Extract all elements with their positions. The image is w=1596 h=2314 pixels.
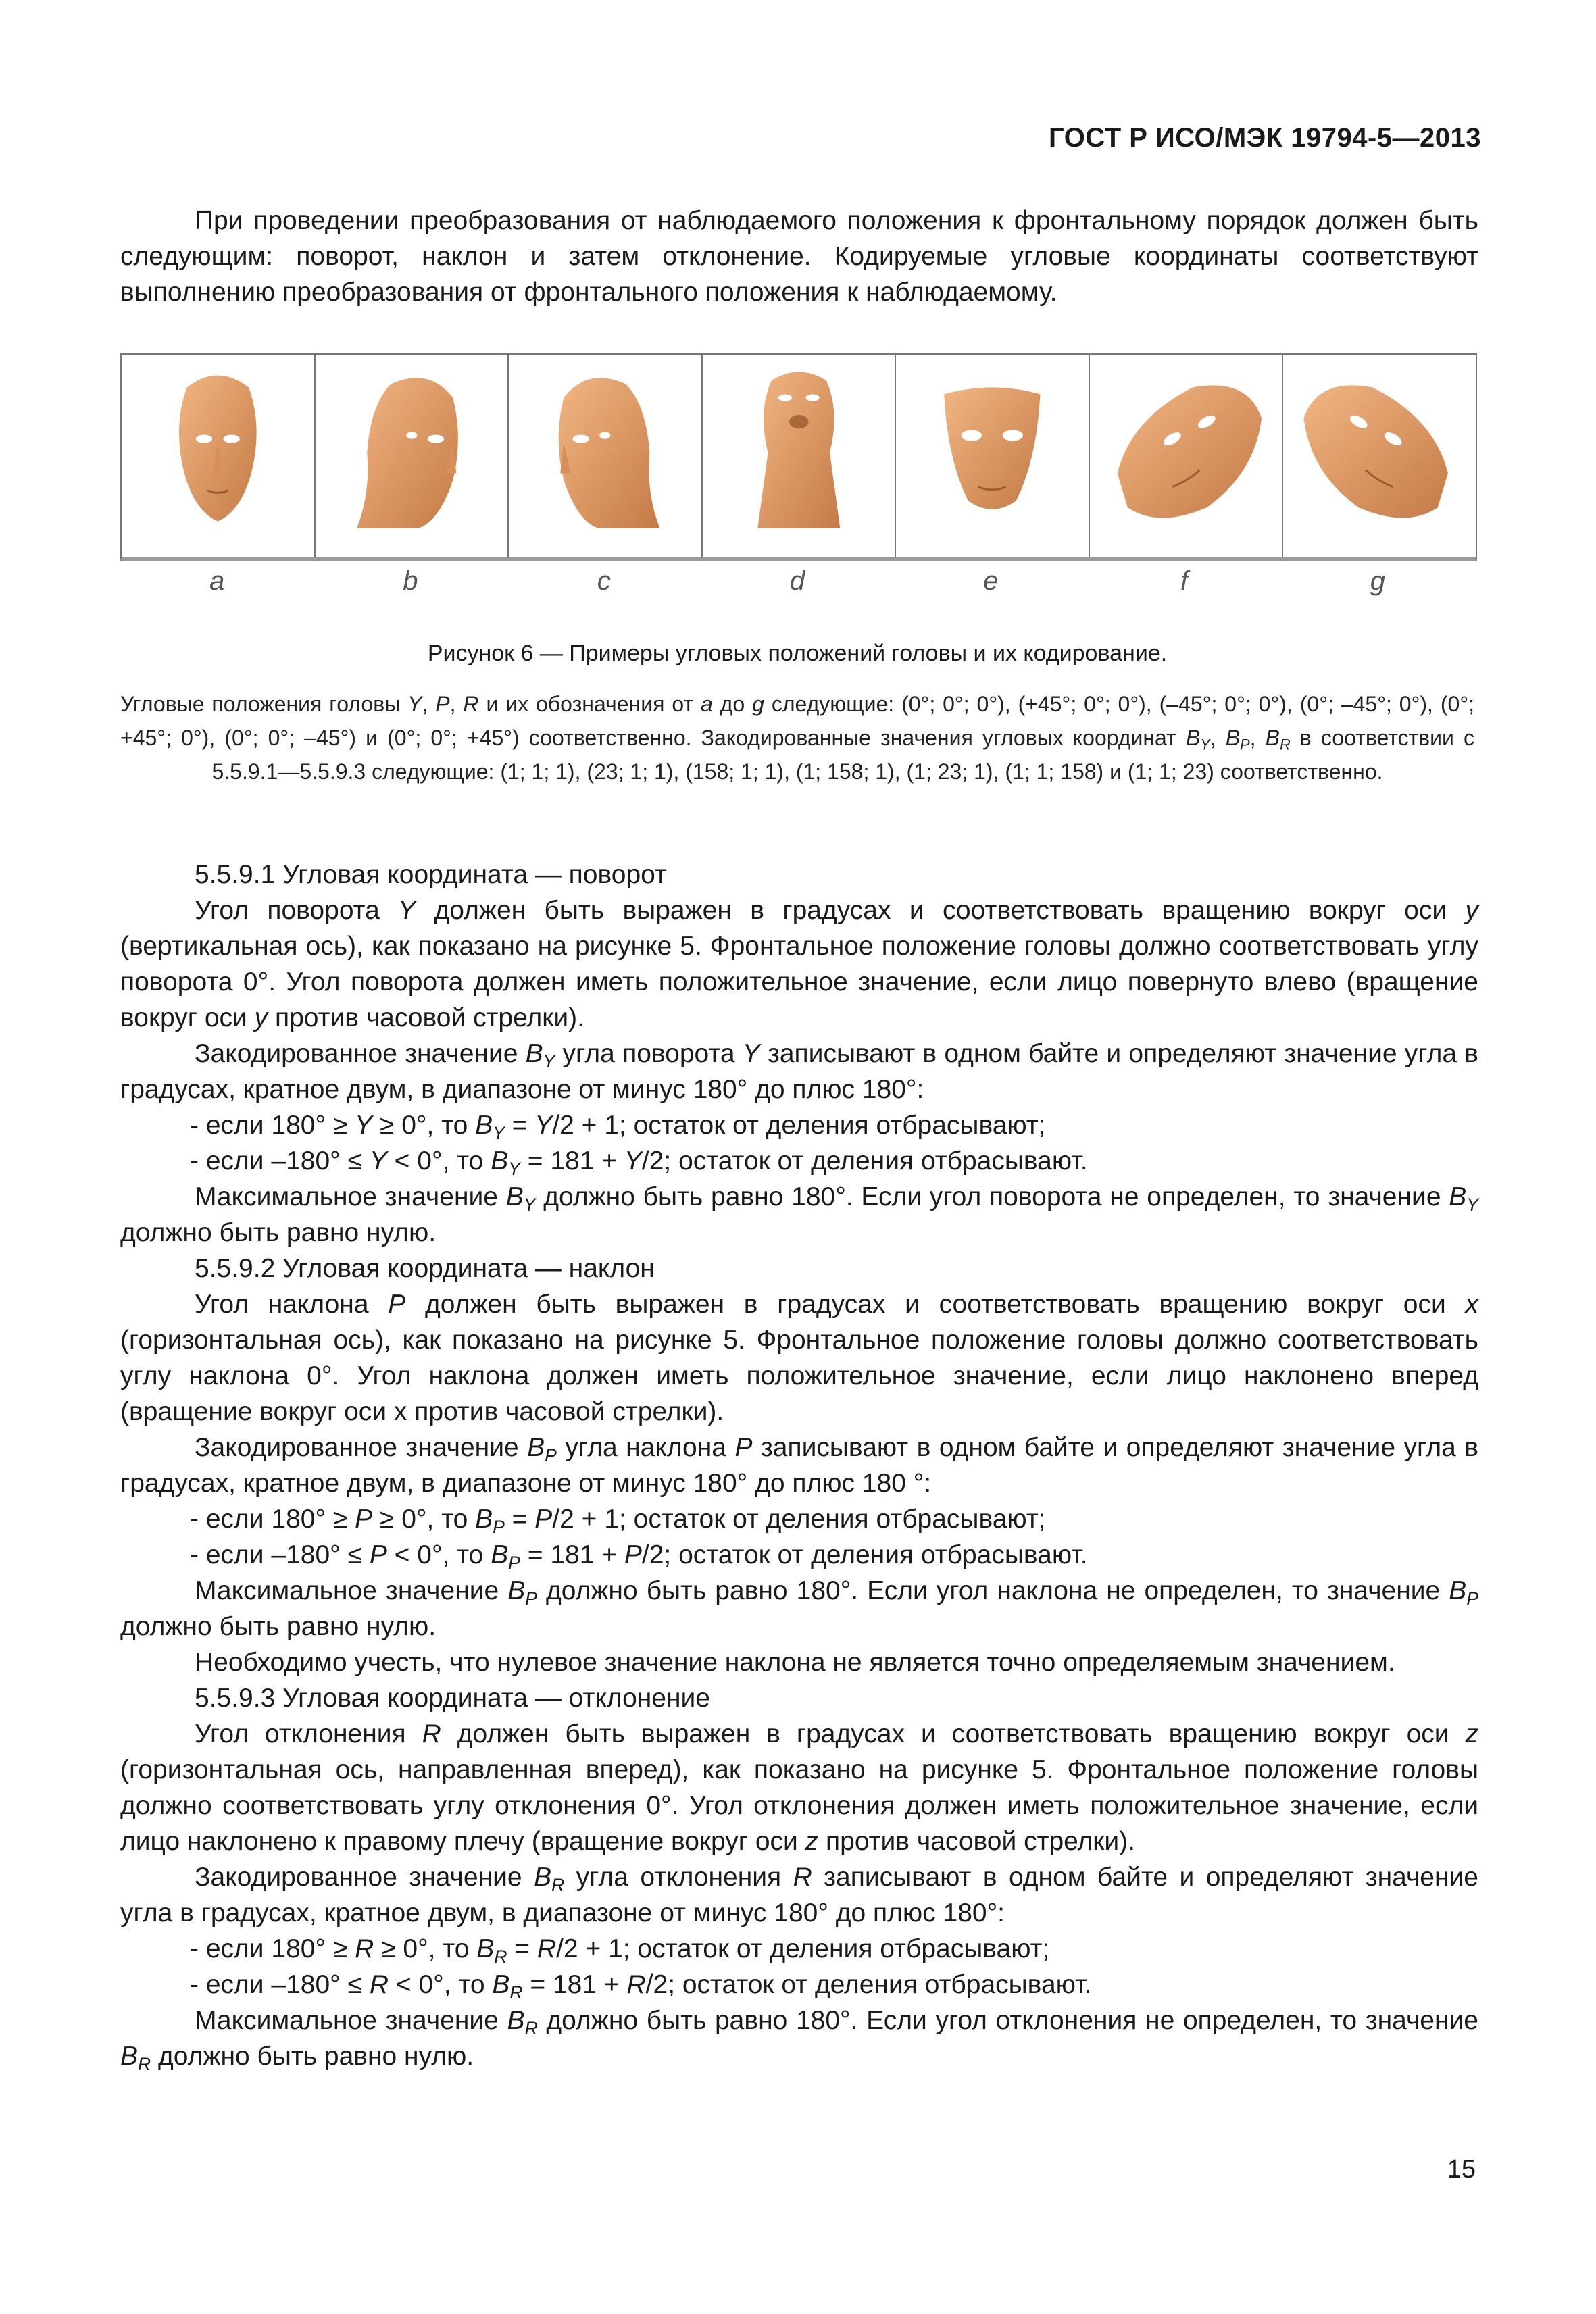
pitch-maximum: Максимальное значение $B_P$ должно быть равно 180°. Если угол наклона не определен, то значение $B_P$ должно быть равно нулю.	[120, 1576, 1478, 1641]
panel-label: a	[209, 566, 225, 596]
document-header: ГОСТ Р ИСО/МЭК 19794-5—2013	[1049, 123, 1481, 153]
yaw-rule-negative: - если –180° ≤ Y < 0°, то $B_Y = 181 + Y/2$; остаток от деления отбрасывают.	[190, 1147, 1088, 1179]
intro-text: При проведении преобразования от наблюдаемого положения к фронтальному порядок должен быть следующим: поворот, наклон и затем отклонение. Кодируемые угловые координаты соответствуют выполнению преобразования от фронтального положения к наблюдаемому.	[120, 206, 1478, 307]
pose-panel-c	[509, 355, 703, 557]
roll-encoding: Закодированное значение $B_R$ угла отклонения R записывают в одном байте и определяют значение угла в градусах, кратное двум, в диапазоне от минус 180° до плюс 180°:	[120, 1863, 1479, 1928]
figure-6-head-poses	[120, 353, 1477, 561]
face-turned-left	[316, 355, 508, 557]
pose-panel-g	[1283, 355, 1476, 557]
roll-definition: Угол отклонения R должен быть выражен в градусах и соответствовать вращению вокруг оси z (горизонтальная ось, направленная вперед), как показано на рисунке 5. Фронтальное положение головы должно соответствовать углу отклонения 0°. Угол отклонения должен иметь положительное значение, если лицо наклонено к правому плечу (вращение вокруг оси z против часовой стрелки).	[120, 1719, 1478, 1856]
panel-label: b	[403, 566, 418, 596]
section-heading-yaw: 5.5.9.1 Угловая координата — поворот	[195, 860, 667, 889]
intro-paragraph	[120, 203, 1478, 310]
panel-label: f	[1180, 566, 1189, 596]
figure-note: Угловые положения головы Y, P, R и их обозначения от a до g следующие: (0°; 0°; 0°), (+45°; 0°; 0°), (–45°; 0°; 0°), (0°; –45°; 0°), (0°; +45°; 0°), (0°; 0°; –45°) и (0°; 0°; +45°) соответственно. Закодированные значения угловых координат $B_Y$, $B_P$, $B_R$ в соответствии с 5.5.9.1—5.5.9.3 следующие: (1; 1; 1), (23; 1; 1), (158; 1; 1), (1; 158; 1), (1; 23; 1), (1; 1; 158) и (1; 1; 23) соответственно.	[120, 692, 1474, 784]
panel-label: d	[789, 566, 805, 596]
panel-label: g	[1370, 566, 1385, 596]
face-pitched-down	[896, 355, 1089, 557]
roll-rule-positive: - если 180° ≥ R ≥ 0°, то $B_R = R/2 + 1$; остаток от деления отбрасывают;	[190, 1934, 1050, 1967]
pose-panel-a	[122, 355, 316, 557]
pitch-definition: Угол наклона P должен быть выражен в градусах и соответствовать вращению вокруг оси x (горизонтальная ось), как показано на рисунке 5. Фронтальное положение головы должно соответствовать углу наклона 0°. Угол наклона должен иметь положительное значение, если лицо наклонено вперед (вращение вокруг оси x против часовой стрелки).	[120, 1290, 1478, 1426]
panel-label: e	[983, 566, 999, 596]
roll-rule-negative: - если –180° ≤ R < 0°, то $B_R = 181 + R/2$; остаток от деления отбрасывают.	[190, 1970, 1092, 2003]
face-pitched-up	[703, 355, 895, 557]
yaw-encoding: Закодированное значение $B_Y$ угла поворота Y записывают в одном байте и определяют значение угла в градусах, кратное двум, в диапазоне от минус 180° до плюс 180°:	[120, 1039, 1479, 1104]
face-rolled-right	[1090, 355, 1282, 557]
yaw-rule-positive: - если 180° ≥ Y ≥ 0°, то $B_Y = Y/2 + 1$; остаток от деления отбрасывают;	[190, 1111, 1046, 1143]
figure-caption: Рисунок 6 — Примеры угловых положений головы и их кодирование.	[427, 640, 1168, 666]
page-number: 15	[1447, 2155, 1476, 2184]
section-heading-roll: 5.5.9.3 Угловая координата — отклонение	[195, 1684, 710, 1713]
section-heading-pitch: 5.5.9.2 Угловая координата — наклон	[195, 1254, 655, 1283]
pose-panel-d	[703, 355, 897, 557]
pitch-rule-positive: - если 180° ≥ P ≥ 0°, то $B_P = P/2 + 1$; остаток от деления отбрасывают;	[190, 1505, 1046, 1537]
main-body	[120, 857, 1478, 2074]
roll-maximum: Максимальное значение $B_R$ должно быть равно 180°. Если угол отклонения не определен, то значение $B_R$ должно быть равно нулю.	[120, 2006, 1478, 2074]
face-turned-right	[509, 355, 701, 557]
pose-panel-f	[1090, 355, 1284, 557]
pitch-encoding: Закодированное значение $B_P$ угла наклона P записывают в одном байте и определяют значение угла в градусах, кратное двум, в диапазоне от минус 180° до плюс 180 °:	[120, 1433, 1479, 1498]
panel-label: c	[597, 566, 611, 596]
face-rolled-left	[1283, 355, 1476, 557]
pitch-rule-negative: - если –180° ≤ P < 0°, то $B_P = 181 + P/2$; остаток от деления отбрасывают.	[190, 1540, 1088, 1573]
pose-panel-e	[896, 355, 1090, 557]
yaw-maximum: Максимальное значение $B_Y$ должно быть равно 180°. Если угол поворота не определен, то значение $B_Y$ должно быть равно нулю.	[120, 1182, 1478, 1247]
yaw-definition: Угол поворота Y должен быть выражен в градусах и соответствовать вращению вокруг оси y (вертикальная ось), как показано на рисунке 5. Фронтальное положение головы должно соответствовать углу поворота 0°. Угол поворота должен иметь положительное значение, если лицо повернуто влево (вращение вокруг оси y против часовой стрелки).	[120, 896, 1478, 1032]
pose-panel-b	[316, 355, 509, 557]
pitch-zero-note: Необходимо учесть, что нулевое значение наклона не является точно определяемым значением.	[195, 1648, 1395, 1677]
figure-panel-labels	[120, 566, 1474, 597]
face-frontal	[122, 355, 314, 557]
